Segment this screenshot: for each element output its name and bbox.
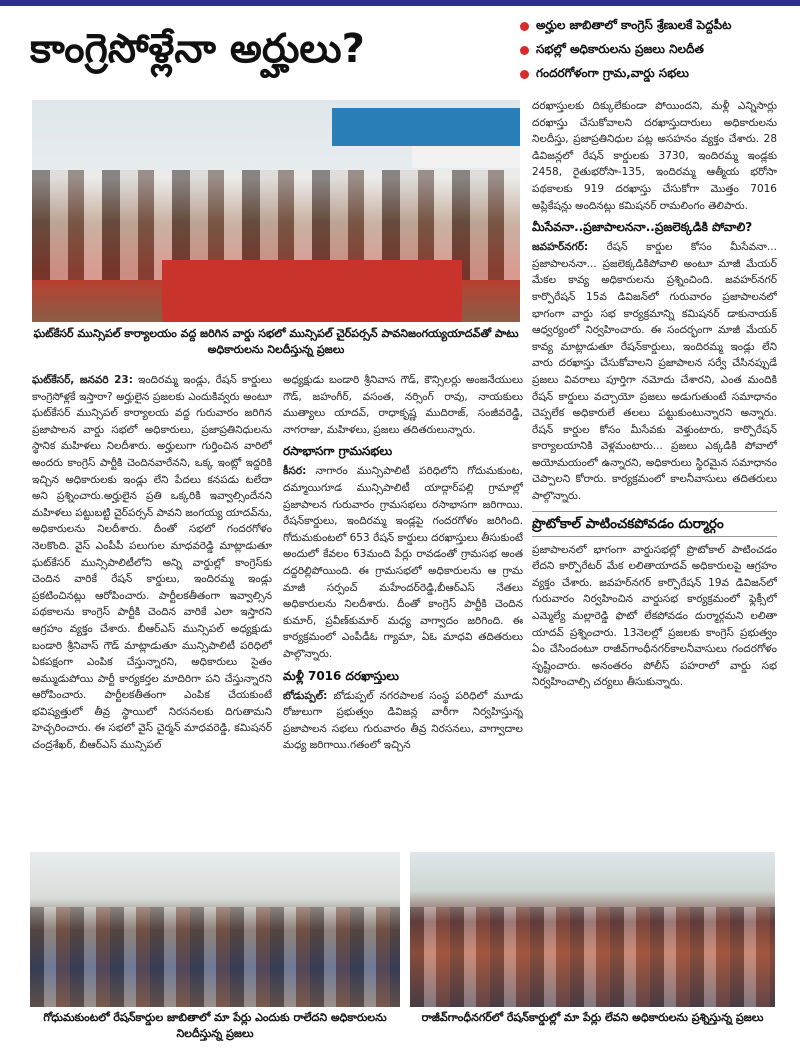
top-color-bar <box>0 0 800 6</box>
photo-banner-white <box>412 146 520 168</box>
dateline: జవహర్‌నగర్: <box>532 241 589 254</box>
paragraph <box>283 463 523 662</box>
bullet-item <box>520 38 790 62</box>
bottom-right-caption: రాజీవ్‌గాంధీనగర్‌లో రేషన్‌కార్డుల్లో మా పేర్లు లేవని అధికారులను ప్రశ్నిస్తున్న ప్రజలు <box>421 1011 764 1024</box>
bullet-item <box>520 62 790 86</box>
article-column-3 <box>532 98 777 843</box>
paragraph-text: నాగారం మున్సిపాలిటీ పరిధిలోని గోదుమకుంట, దమ్మాయిగూడ మున్సిపాలిటీ యాద్గార్‌పల్లి గ్రామాల్లో ప్రజాపాలన గురువారం గ్రామసభలు రసాభాసగా జరిగాయి. రేషన్‌కార్డులు, ఇందిరమ్మ ఇండ్లపై గందరగోళం జరిగింది. గోదుమకుంటలో 653 రేషన్ కార్డులు దరఖాస్తులు తీసుకుంటే అందులో కేవలం 63మంది పేర్లు రావడంతో గ్రామసభ అంత దద్దరిల్లిపోయింది. ఈ గ్రామసభలో అధికారులను ఆ గ్రామ మాజీ సర్పంచ్ మహేందర్‌రెడ్డి,బీఆర్ఎస్ నేతలు అధికారులను నిలదీశారు. దీంతో కాంగ్రెస్ పార్టీకి చెందిన కుమార్, ప్రవీణ్‌కుమార్ మధ్య వాగ్వాదం జరిగింది. ఈ కార్యక్రమంలో ఎంపీడీఓ గ్యామా, ఏఓ మాధవి తదితరులు పాల్గొన్నారు. <box>283 465 523 660</box>
main-photo <box>32 100 520 322</box>
red-dot-icon <box>520 70 529 79</box>
paragraph <box>283 688 523 754</box>
article-column-1 <box>32 372 272 842</box>
paragraph-text: ఇందిరమ్మ ఇండ్లు, రేషన్ కార్డులు కాంగ్రెసోళ్లకే ఇస్తారా? అర్హులైన ప్రజలకు ఎందుకివ్వరు అంటూ ఘట్‌కేసర్ మున్సిపల్ కార్యాలయ వద్ద గురువారం జరిగిన ప్రజాపాలన వార్డు సభలో అధికారులు, ప్రజాప్రతినిధులను స్థానిక మహిళలు నిలదీశారు. అర్హులుగా గుర్తించిన వారిలో అందరు కాంగ్రెస్ పార్టీకి చెందినవారేనని, ఒక్క ఇంట్లో ఇద్దరికి ఇచ్చిన అధికారులకు ఇండ్లు లేని పేదలు కనపడు టలేదా అని ప్రశ్నించారు.అర్హులైన ప్రతి ఒక్కరికి ఇవ్వాల్సిందేనని మహిళలు పట్టుబట్టి చైర్‌పర్సన్ పావని జంగయ్య యాదవ్‌ను, అధికారులను నిలదీశారు. దీంతో సభలో గందరగోళం నెలకొంది. వైస్ ఎంపీపీ పలుగుల మాధవరెడ్డి మాట్లాడుతూ ఘట్‌కేసర్ మున్సిపాలిటీలోని అన్ని వార్డుల్లో కాంగ్రెస్‌కు చెందిన వారికే రేషన్ కార్డులు, ఇందిరమ్మ ఇండ్లు ప్రకటించినట్లు ఆరోపించారు. పార్టీలకతీతంగా ఇవ్వాల్సిన పథకాలను కాంగ్రెస్ పార్టీకి చెందిన వారికే ఎలా ఇస్తారని ఆగ్రహం వ్యక్తం చేశారు. బీఆర్ఎస్ మున్సిపల్ అధ్యక్షుడు బండారి శ్రీనివాస్ గౌడ్ మాట్లాడుతూ మున్సిపాలిటీ పరిధిలో ఏకపక్షంగా ఎంపిక చేస్తున్నారని, అధికారులు సైతం అమ్ముడుపోయి పార్టీ కార్యకర్తల మాదిరిగా పని చేస్తున్నారని ఆరోపించారు. పార్టీలకతీతంగా ఎంపిక చేయకుంటే భవిష్యత్తులో తీవ్ర స్థాయిలో నిరసనలకు దిగుతామని హెచ్చరించారు. ఈ సభలో వైస్ చైర్మన్ మాధవరెడ్డి, కమిషనర్ చంద్రశేఖర్, బీఆర్ఎస్ మున్సిపల్ <box>32 374 272 752</box>
photo-crowd <box>30 907 400 1007</box>
main-photo-caption: ఘట్‌కేసర్ మున్సిపల్ కార్యాలయం వద్ద జరిగిన వార్డు సభలో మున్సిపల్ చైర్‌పర్సన్ పావనిజంగయ్యయాదవ్‌తో పాటు అధికారులను నిలదీస్తున్న ప్రజలు <box>33 327 519 356</box>
dateline: బోడుప్పల్: <box>283 689 328 702</box>
bullet-text: అర్హుల జాబితాలో కాంగ్రెస్ శ్రేణులకే పెద్దపీట <box>536 17 732 32</box>
red-dot-icon <box>520 46 529 55</box>
paragraph: దరఖాస్తులకు దిక్కులేకుండా పోయిందని, మళ్లీ ఎన్నిసార్లు దరఖాస్తు చేసుకోవాలని దరఖాస్తుదారులు అధికారులను నిలదీస్తు, ప్రజాప్రతినిధుల పట్ల అసహనం వ్యక్తం చేశారు. 28 డివిజన్లలో రేషన్ కార్డులకు 3730, ఇందిరమ్మ ఇండ్లకు 2458, రైతుభరోసా-135, ఇందిరమ్మ ఆత్మీయ భరోసా పథకాలకు 919 దరఖాస్తు చేసుకోగా మొత్తం 7016 అప్లికేషన్లు అందినట్లు కమిషనర్ రామలింగం తెలిపారు. <box>532 100 777 212</box>
red-dot-icon <box>520 22 529 31</box>
photo-crowd <box>410 907 775 1007</box>
bottom-left-photo <box>30 852 400 1007</box>
paragraph-text: రేషన్ కార్డుల కోసం మీసేవనా... ప్రజాపాలననా... ప్రజలెక్కడికిపోవాలి అంటూ మాజీ మేయర్ మేకల కావ్య అధికారులను ప్రశ్నించింది. జవహర్‌నగర్ కార్పొరేషన్ 15వ డివిజన్‌లో గురువారం ప్రజాపాలనలో భాగంగా వార్డు సభ కార్యక్రమాన్ని కమిషనర్ డాకునాయక్ ఆధ్వర్యంలో నిర్వహించారు. ఈ సందర్భంగా మాజీ మేయర్ కావ్య మాట్లాడుతూ రేషన్‌కార్డులు, ఇందిరమ్మ ఇండ్లు లేని వారు దరఖాస్తు చేసుకోవాలని ప్రజాపాలన సర్వే చేసినప్పుడే ప్రజలు వివరాలు పూర్తిగా నమోదు చేశారని, ఎంత మందికి రేషన్ కార్డులు వచ్చాయో ప్రజలు అడుగుతుంటే సమాధానం చెప్పలేక అధికారులే తలలు పట్టుకుంటున్నారని అన్నారు. రేషన్ కార్డుల కోసం మీసేవకు వెళ్తుంటారు, కార్పొరేషన్ కార్యాలయానికి వెళ్లమంటారు... ప్రజలు ఎక్కడికి పోవాలో అయోమయంలో ఉన్నారని, అధికారులు స్థిరమైన సమాధానం చెప్పాలని కోరారు. కార్యక్రమంలో కాలనీవాసులు తదితరులు పాల్గొన్నారు. <box>532 241 777 503</box>
photo-red-table <box>162 260 462 322</box>
paragraph-text: బోడుప్పల్ నగరపాలక సంస్థ పరిధిలో మూడు రోజులుగా ప్రభుత్వం డివిజన్ల వారీగా నిర్వహిస్తున్న ప్రజాపాలన సభలు గురువారం తీవ్ర నిరసనలు, వాగ్వాదాల మధ్య జరిగాయి.గతంలో ఇచ్చిన <box>283 689 523 752</box>
paragraph: అధ్యక్షుడు బండారి శ్రీనివాస గౌడ్, కౌన్సిలర్లు అంజనేయులు గౌడ్, జహంగీర్, వసంత, నర్సింగ్ రావు, నాయకులు ముత్యాలు యాదవ్, రాధాకృష్ణ ముదిరాజ్, సంజీవరెడ్డి, నాగరాజు, మహిళలు, ప్రజలు తదితరులున్నారు. <box>283 374 523 436</box>
highlight-bullets <box>520 14 790 86</box>
subheading-boxed: ప్రొటోకాల్ పాటించకపోవడం దుర్మార్గం <box>532 511 777 537</box>
article-column-2 <box>283 372 523 842</box>
paragraph <box>32 372 272 754</box>
dateline: ఘట్‌కేసర్, జనవరి 23: <box>32 374 133 386</box>
bullet-text: సభల్లో అధికారులను ప్రజలు నిలదీత <box>536 41 704 56</box>
bullet-text: గందరగోళంగా గ్రామ,వార్డు సభలు <box>536 65 689 80</box>
paragraph: ప్రజాపాలనలో భాగంగా వార్డుసభల్లో ప్రొటోకాల్ పాటించడం లేదని కార్పొరేటర్ మేక లలితాయాదవ్ అధికారులపై ఆగ్రహం వ్యక్తం చేశారు. జవహర్‌నగర్ కార్పొరేషన్ 19వ డివిజన్‌లో గురువారం నిర్వహించిన వార్డుసభ కార్యక్రమంలో ఫ్లెక్సీలో ఎమ్మెల్యే మల్లారెడ్డి ఫొటో లేకపోవడం దుర్మార్గమని లలితా యాదవ్ ప్రశ్నించారు. 13నెలల్లో ప్రజలకు కాంగ్రెస్ ప్రభుత్వం ఏం చేసిందంటూ రాజీవ్‌గాంధీనగర్‌కాలనీవాసులు గందరగోళం సృష్టించారు. అనంతరం పోలీస్ పహరాలో వార్డు సభ నిర్వహించాల్సి చర్యలు తీసుకున్నారు. <box>532 543 777 689</box>
subheading: మళ్లీ 7016 దరఖాస్తులు <box>283 668 399 683</box>
subheading: మీసేవనా..ప్రజాపాలననా..ప్రజలెక్కడికి పోవాలి? <box>532 220 753 235</box>
subheading: రసాభాసగా గ్రామసభలు <box>283 444 393 459</box>
photo-banner <box>332 108 520 146</box>
bullet-item <box>520 14 790 38</box>
paragraph <box>532 239 777 505</box>
bottom-right-photo <box>410 852 775 1007</box>
headline: కాంగ్రెసోళ్లేనా అర్హులు? <box>30 26 365 72</box>
bottom-left-caption: గోధుమకుంటలో రేషన్‌కార్డుల జాబితాలో మా పేర్లు ఎందుకు రాలేదని అధికారులను నిలదీస్తున్న ప్రజలు <box>43 1011 387 1040</box>
dateline: కీసర: <box>283 465 307 478</box>
